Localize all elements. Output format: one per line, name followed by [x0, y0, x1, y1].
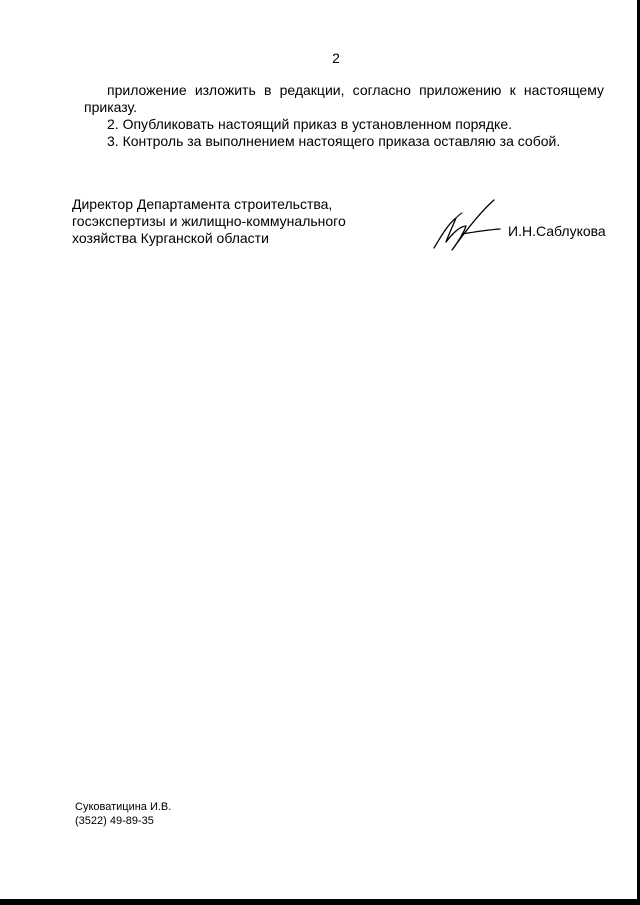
signatory-position: [72, 196, 346, 247]
signer-name: И.Н.Саблукова: [508, 223, 606, 239]
executor-footer: [75, 800, 171, 828]
position-line: Директор Департамента строительства,: [72, 196, 333, 212]
executor-phone: (3522) 49-89-35: [75, 815, 154, 827]
executor-name: Суковатицина И.В.: [75, 801, 172, 813]
page-number: 2: [332, 50, 340, 66]
position-line: госэкспертизы и жилищно-коммунального: [72, 213, 346, 229]
paragraph-control: 3. Контроль за выполнением настоящего приказа оставляю за собой.: [107, 133, 561, 149]
handwritten-signature-icon: [432, 196, 502, 254]
paragraph-publish: 2. Опубликовать настоящий приказ в установленном порядке.: [107, 116, 513, 132]
position-line: хозяйства Курганской области: [72, 230, 269, 246]
scan-border-bottom: [0, 899, 640, 905]
body-text: [84, 82, 604, 150]
paragraph-continuation: приложение изложить в редакции, согласно приложению к настоящему приказу.: [84, 82, 604, 115]
